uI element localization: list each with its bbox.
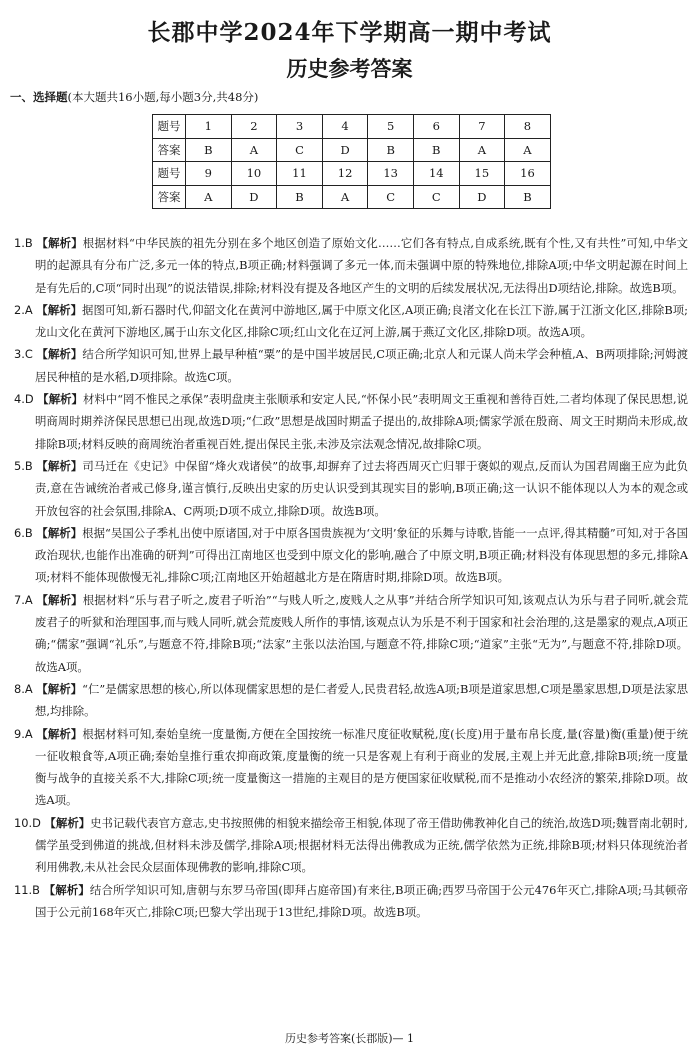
answer-cell: B	[505, 185, 551, 209]
question-number-cell: 10	[231, 162, 277, 186]
explanation-item	[14, 678, 688, 723]
item-tag: 【解析】	[43, 882, 90, 897]
item-tag: 【解析】	[36, 236, 83, 250]
item-tag: 【解析】	[36, 525, 83, 540]
item-number: 10.D	[14, 815, 41, 830]
answer-cell: C	[368, 185, 414, 209]
question-number-cell: 14	[413, 162, 459, 186]
explanation-list	[14, 232, 688, 923]
explanation-item	[14, 299, 688, 344]
answer-table	[152, 114, 551, 209]
question-number-cell: 2	[231, 115, 277, 139]
answer-cell: C	[413, 185, 459, 209]
item-text: 根据材料“中华民族的祖先分别在多个地区创造了原始文化……它们各有特点,自成系统,既有个性,又有共性”可知,中华文明的起源具有分布广泛,多元一体的特点,B项正确;材料强调了多元一体,而未强调中原的特殊地位,排除A项;中华文明起源在时间上是有先后的,C项“同时出现”的说法错误,排除;材料没有提及各地区产生的文明的后续发展状况,无法得出D项结论,排除。故选B项。	[35, 236, 688, 295]
table-header-cell: 答案	[153, 185, 186, 209]
table-row	[153, 138, 551, 162]
answer-cell: A	[186, 185, 232, 209]
answer-cell: B	[186, 138, 232, 162]
table-row	[153, 185, 551, 209]
explanation-item	[14, 455, 688, 522]
answer-cell: B	[368, 138, 414, 162]
table-header-cell: 题号	[153, 115, 186, 139]
item-text: 材料中“罔不惟民之承保”表明盘庚主张顺承和安定人民,“怀保小民”表明周文王重视和善待百姓,二者均体现了保民思想,说明商周时期养济保民思想已出现,故选D项;“仁政”思想是战国时期孟子提出的,故排除A项;儒家学派在殷商、周文王时期尚未形成,故排除B项;材料反映的商周统治者重视百姓,提出保民主张,未涉及宗法观念情况,故排除C项。	[35, 392, 688, 451]
item-number: 1.B	[14, 236, 33, 250]
page-title: 长郡中学2024年下学期高一期中考试	[147, 19, 552, 46]
item-number: 6.B	[14, 525, 33, 540]
item-tag: 【解析】	[36, 726, 83, 741]
item-number: 11.B	[14, 882, 40, 897]
answer-cell: C	[277, 138, 323, 162]
item-text: 结合所学知识可知,唐朝与东罗马帝国(即拜占庭帝国)有来往,B项正确;西罗马帝国于公元476年灭亡,排除A项;马其顿帝国于公元前168年灭亡,排除C项;巴黎大学出现于13世纪,排除D项。故选B项。	[35, 882, 688, 919]
item-tag: 【解析】	[36, 302, 83, 317]
question-number-cell: 5	[368, 115, 414, 139]
item-number: 7.A	[14, 592, 33, 607]
page-footer: 历史参考答案(长郡版)— 1	[284, 1032, 415, 1045]
item-text: 司马迁在《史记》中保留“烽火戏诸侯”的故事,却摒弃了过去将西周灭亡归罪于褒姒的观点,反而认为国君周幽王应为此负责,意在告诫统治者戒己修身,谨言慎行,反映出史家的历史认识受到其现实目的影响,B项正确;这一认识不能体现以人为本的观念或开放包容的社会氛围,排除A、C两项;D项不成立,排除D项。故选B项。	[35, 458, 688, 518]
item-number: 2.A	[14, 302, 33, 317]
answer-cell: B	[413, 138, 459, 162]
question-number-cell: 13	[368, 162, 414, 186]
item-number: 4.D	[14, 392, 34, 407]
table-header-cell: 答案	[153, 138, 186, 162]
item-text: 史书记载代表官方意志,史书按照佛的相貌来描绘帝王相貌,体现了帝王借助佛教神化自己的统治,故选D项;魏晋南北朝时,儒学虽受到佛道的挑战,但材料未涉及儒学,排除A项;根据材料无法得出佛教成为正统,儒学依然为正统,排除B项;材料只体现统治者利用佛教,未从社会民众层面体现佛教的影响,排除C项。	[35, 815, 688, 875]
question-number-cell: 15	[459, 162, 505, 186]
explanation-item	[14, 343, 688, 388]
item-text: 据图可知,新石器时代,仰韶文化在黄河中游地区,属于中原文化区,A项正确;良渚文化在长江下游,属于江浙文化区,排除B项;龙山文化在黄河下游地区,属于山东文化区,排除C项;红山文化在辽河上游,属于燕辽文化区,排除D项。故选A项。	[35, 302, 688, 340]
item-tag: 【解析】	[37, 392, 83, 407]
item-tag: 【解析】	[36, 347, 83, 362]
question-number-cell: 1	[186, 115, 232, 139]
item-tag: 【解析】	[44, 815, 91, 830]
question-number-cell: 7	[459, 115, 505, 139]
section-note: (本大题共16小题,每小题3分,共48分)	[67, 90, 259, 104]
explanation-item	[14, 232, 688, 299]
question-number-cell: 12	[322, 162, 368, 186]
item-text: “仁”是儒家思想的核心,所以体现儒家思想的是仁者爱人,民贵君轻,故选A项;B项是道家思想,C项是墨家思想,D项是法家思想,均排除。	[35, 681, 688, 719]
item-number: 9.A	[14, 726, 33, 741]
answer-cell: A	[505, 138, 551, 162]
question-number-cell: 8	[505, 115, 551, 139]
item-number: 8.A	[14, 681, 33, 696]
item-text: 根据“吴国公子季札出使中原诸国,对于中原各国贵族视为‘文明’象征的乐舞与诗歌,皆能一一点评,得其精髓”可知,对于各国政治现状,也能作出准确的研判”可得出江南地区也受到中原文化的影响,融合了中原文明,B项正确;材料没有体现思想的多元,排除A项;材料不能体现傲慢无礼,排除C项;江南地区开始超越北方是在隋唐时期,排除D项。故选B项。	[35, 525, 689, 585]
item-tag: 【解析】	[36, 458, 83, 473]
page-subtitle: 历史参考答案	[286, 57, 413, 81]
section-label: 一、选择题	[10, 90, 68, 104]
question-number-cell: 3	[277, 115, 323, 139]
table-header-cell: 题号	[153, 162, 186, 186]
answer-cell: D	[459, 185, 505, 209]
answer-cell: A	[322, 185, 368, 209]
item-text: 结合所学知识可知,世界上最早种植“粟”的是中国半坡居民,C项正确;北京人和元谋人尚未学会种植,A、B两项排除;河姆渡居民种植的是水稻,D项排除。故选C项。	[35, 347, 688, 384]
explanation-item	[14, 812, 688, 879]
table-row	[153, 162, 551, 186]
question-number-cell: 11	[277, 162, 323, 186]
explanation-item	[14, 879, 688, 924]
explanation-item	[14, 723, 688, 812]
item-number: 5.B	[14, 458, 33, 473]
item-text: 根据材料“乐与君子听之,废君子听治”“与贱人听之,废贱人之从事”并结合所学知识可知,该观点认为乐与君子同听,就会荒废君子的听狱和治理国事,而与贱人同听,就会荒废贱人所作的事情,该观点认为乐是不利于国家和社会治理的,这是墨家的观点,A项正确;“儒家”强调“礼乐”,与题意不符,排除B项;“法家”主张以法治国,与题意不符,排除C项;“道家”主张“无为”,与题意不符,排除D项。故选A项。	[35, 592, 688, 674]
question-number-cell: 16	[505, 162, 551, 186]
explanation-item	[14, 388, 688, 455]
answer-cell: A	[231, 138, 277, 162]
answer-cell: D	[322, 138, 368, 162]
item-number: 3.C	[14, 347, 33, 362]
explanation-item	[14, 522, 688, 589]
item-text: 根据材料可知,秦始皇统一度量衡,方便在全国按统一标准尺度征收赋税,度(长度)用于量布帛长度,量(容量)衡(重量)便于统一征收粮食等,A项正确;秦始皇推行重农抑商政策,度量衡的统一只是客观上有利于商业的发展,主观上并无此意,排除B项;统一度量衡与战争的直接关系不大,排除C项;统一度量衡这一措施的主观目的是方便国家征收赋税,而不是推动小农经济的繁荣,排除D项。故选A项。	[35, 726, 688, 808]
answer-cell: A	[459, 138, 505, 162]
table-row	[153, 115, 551, 139]
item-tag: 【解析】	[36, 592, 83, 607]
question-number-cell: 6	[413, 115, 459, 139]
section-heading	[10, 89, 258, 105]
question-number-cell: 9	[186, 162, 232, 186]
question-number-cell: 4	[322, 115, 368, 139]
answer-cell: B	[277, 185, 323, 209]
item-tag: 【解析】	[36, 681, 83, 696]
explanation-item	[14, 589, 688, 678]
answer-cell: D	[231, 185, 277, 209]
